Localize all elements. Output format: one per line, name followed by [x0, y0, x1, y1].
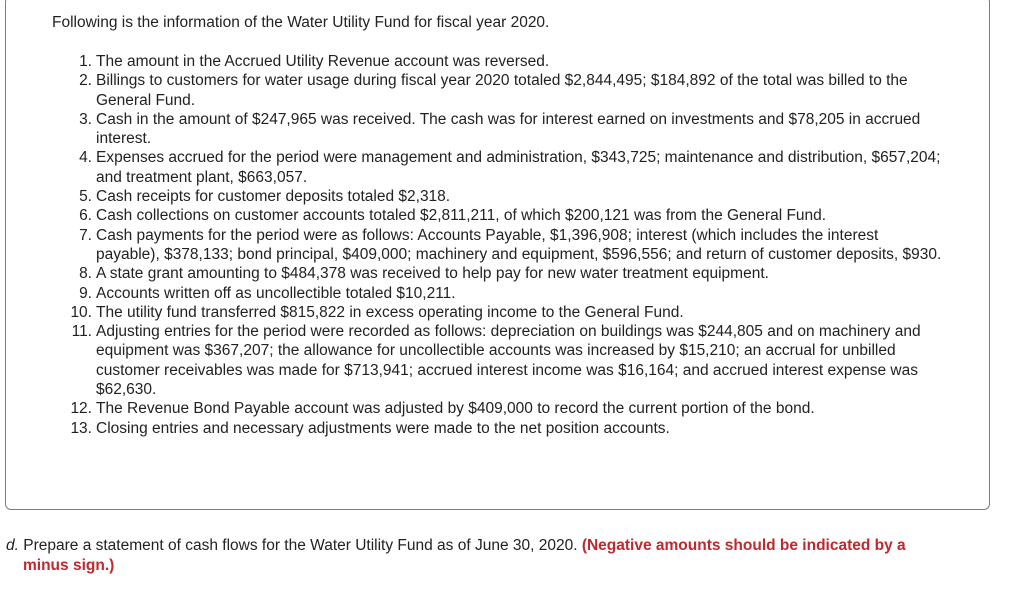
list-item: [52, 264, 942, 283]
item-text: A state grant amounting to $484,378 was received to help pay for new water treatment equipment.: [96, 265, 769, 283]
item-number: 4.: [79, 149, 92, 167]
list-item: [52, 322, 942, 399]
task-letter: d.: [6, 537, 19, 554]
item-number: 5.: [79, 188, 92, 206]
list-item: [52, 284, 942, 303]
item-number: 10.: [70, 303, 92, 321]
item-number: 9.: [79, 284, 92, 302]
item-text: Cash in the amount of $247,965 was received. The cash was for interest earned on investments and $78,205 in accrued interest.: [96, 110, 921, 148]
item-number: 6.: [79, 207, 92, 225]
list-item: [52, 399, 942, 418]
item-text: Cash payments for the period were as follows: Accounts Payable, $1,396,908; interest (which includes the interest payable), $378,133; bond principal, $409,000; machinery and equipment, $596,556; and return of customer deposits, $930.: [96, 226, 942, 263]
list-item: [52, 148, 942, 187]
item-number: 2.: [79, 72, 92, 90]
list-item: [52, 71, 942, 110]
task-text: Prepare a statement of cash flows for the Water Utility Fund as of June 30, 2020.: [23, 537, 578, 554]
item-text: Billings to customers for water usage during fiscal year 2020 totaled $2,844,495; $184,892 of the total was billed to the General Fund.: [96, 72, 908, 109]
item-text: Expenses accrued for the period were management and administration, $343,725; maintenance and distribution, $657,204; and treatment plant, $663,057.: [96, 149, 941, 186]
task-instruction: [6, 536, 1006, 576]
list-item: [52, 226, 942, 265]
item-text: The utility fund transferred $815,822 in excess operating income to the General Fund.: [96, 303, 684, 321]
negative-amount-note: (Negative amounts should be indicated by a: [581, 537, 906, 554]
item-number: 12.: [70, 400, 92, 418]
list-item: [52, 206, 942, 225]
list-item: [52, 110, 942, 149]
item-number: 7.: [79, 226, 92, 244]
item-number: 13.: [70, 419, 92, 437]
negative-amount-note-continued: minus sign.): [23, 557, 115, 574]
item-text: Cash receipts for customer deposits totaled $2,318.: [96, 188, 451, 206]
list-item: [52, 52, 942, 71]
list-item: [52, 419, 942, 438]
intro-text: Following is the information of the Water Utility Fund for fiscal year 2020.: [52, 14, 550, 31]
item-number: 8.: [79, 265, 92, 283]
item-text: Cash collections on customer accounts totaled $2,811,211, of which $200,121 was from the General Fund.: [96, 207, 827, 225]
item-text: The amount in the Accrued Utility Revenue account was reversed.: [96, 53, 550, 70]
transaction-list: [52, 52, 942, 438]
item-text: Adjusting entries for the period were recorded as follows: depreciation on buildings was $244,805 and on machinery and equipment was $367,207; the allowance for uncollectible accounts was increased by $15,210; an accrual for unbilled customer receivables was made for $713,941; accrued interest income was $16,164; and accrued interest expense was $62,630.: [96, 323, 921, 399]
item-number: 1.: [79, 53, 92, 70]
list-item: [52, 303, 942, 322]
list-item: [52, 187, 942, 206]
item-text: Closing entries and necessary adjustments were made to the net position accounts.: [96, 419, 670, 437]
item-number: 11.: [71, 323, 92, 341]
item-text: Accounts written off as uncollectible totaled $10,211.: [96, 284, 456, 302]
item-text: The Revenue Bond Payable account was adjusted by $409,000 to record the current portion of the bond.: [96, 400, 815, 418]
item-number: 3.: [79, 110, 92, 128]
